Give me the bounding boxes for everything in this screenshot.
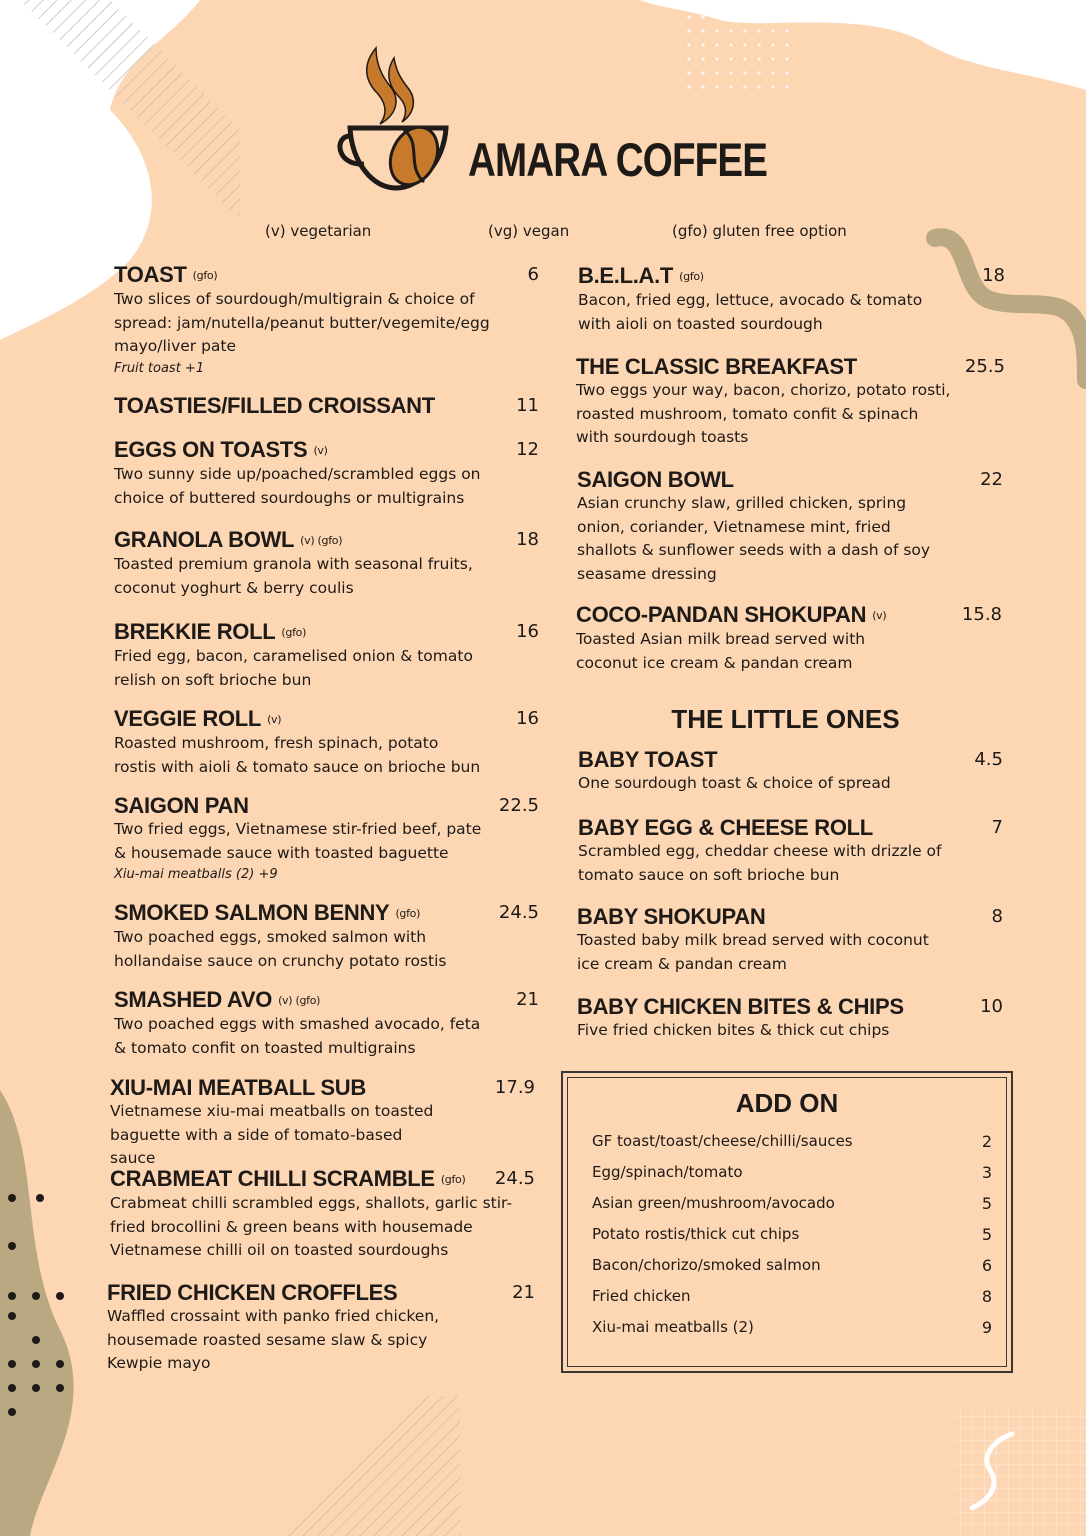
- item-price: 22.5: [498, 795, 539, 816]
- item-name: SMOKED SALMON BENNY: [114, 900, 390, 925]
- item-price: 16: [516, 708, 539, 729]
- item-name: EGGS ON TOASTS: [114, 437, 308, 462]
- item-name: CRABMEAT CHILLI SCRAMBLE: [110, 1166, 435, 1191]
- item-tags: (gfo): [440, 1173, 466, 1186]
- item-price: 18: [516, 529, 539, 550]
- menu-item-baby-egg-cheese-roll: [578, 815, 1003, 887]
- add-on-row: [592, 1318, 992, 1336]
- item-description: Two fried eggs, Vietnamese stir-fried beef, pate & housemade sauce with toasted baguette: [114, 820, 482, 862]
- item-tags: (v) (gfo): [300, 534, 343, 547]
- item-name: BABY SHOKUPAN: [577, 904, 766, 929]
- item-price: 18: [982, 265, 1005, 286]
- section-title-little-ones: THE LITTLE ONES: [671, 704, 900, 734]
- menu-item-baby-chicken-bites: [577, 994, 1003, 1043]
- item-description: Asian crunchy slaw, grilled chicken, spring onion, coriander, Vietnamese mint, fried shallots & sunflower seeds with a dash of soy seasame dressing: [577, 494, 931, 583]
- menu-item-brekkie-roll: [114, 619, 539, 692]
- item-price: 4.5: [974, 749, 1003, 770]
- legend-vegetarian: (v) vegetarian: [265, 222, 372, 240]
- add-on-price: 2: [981, 1132, 992, 1151]
- item-tags: (v): [267, 713, 282, 726]
- menu-item-veggie-roll: [114, 706, 539, 779]
- item-price: 8: [991, 906, 1003, 927]
- item-name: COCO-PANDAN SHOKUPAN: [576, 602, 867, 627]
- add-on-box: [561, 1071, 1013, 1373]
- item-name: GRANOLA BOWL: [114, 527, 295, 552]
- add-on-row: [592, 1163, 992, 1181]
- add-on-price: 6: [981, 1256, 992, 1275]
- item-description: Two poached eggs, smoked salmon with hollandaise sauce on crunchy potato rostis: [114, 928, 447, 970]
- item-note: Fruit toast +1: [114, 360, 205, 376]
- item-description: Toasted premium granola with seasonal fruits, coconut yoghurt & berry coulis: [114, 555, 473, 597]
- item-price: 21: [516, 989, 539, 1010]
- item-price: 21: [512, 1282, 535, 1303]
- add-on-row: [592, 1225, 992, 1243]
- add-on-row: [592, 1287, 992, 1305]
- item-description: One sourdough toast & choice of spread: [578, 774, 891, 792]
- item-description: Fried egg, bacon, caramelised onion & tomato relish on soft brioche bun: [114, 647, 473, 689]
- add-on-price: 8: [981, 1287, 992, 1306]
- item-price: 25.5: [964, 356, 1005, 377]
- menu-item-xiu-mai-meatball-sub: [110, 1075, 535, 1171]
- item-tags: (gfo): [281, 626, 307, 639]
- item-name: SAIGON BOWL: [577, 467, 734, 492]
- item-description: Two eggs your way, bacon, chorizo, potato rosti, roasted mushroom, tomato confit & spinach with sourdough toasts: [576, 381, 951, 446]
- menu-item-coco-pandan-shokupan: [576, 602, 1002, 675]
- add-on-price: 5: [981, 1225, 992, 1244]
- item-description: Vietnamese xiu-mai meatballs on toasted baguette with a side of tomato-based sauce: [110, 1102, 434, 1167]
- item-description: Two poached eggs with smashed avocado, feta & tomato confit on toasted multigrains: [114, 1015, 481, 1057]
- menu-item-baby-toast: [578, 747, 1003, 796]
- item-note: Xiu-mai meatballs (2) +9: [114, 867, 278, 882]
- item-price: 22: [980, 469, 1003, 490]
- item-name: BREKKIE ROLL: [114, 619, 276, 644]
- item-description: Two slices of sourdough/multigrain & choice of spread: jam/nutella/peanut butter/vegemite/egg mayo/liver pate: [114, 290, 490, 355]
- menu-item-fried-chicken-croffles: [107, 1280, 535, 1376]
- menu-item-belat: [578, 263, 1005, 336]
- add-on-label: Egg/spinach/tomato: [592, 1163, 743, 1181]
- item-name: TOASTIES/FILLED CROISSANT: [114, 393, 435, 418]
- item-price: 24.5: [494, 1168, 535, 1189]
- item-name: SAIGON PAN: [114, 793, 249, 818]
- menu-item-baby-shokupan: [577, 904, 1003, 976]
- add-on-row: [592, 1194, 992, 1212]
- brand-name: AMARA COFFEE: [468, 133, 768, 186]
- item-name: BABY TOAST: [578, 747, 718, 772]
- item-name: B.E.L.A.T: [578, 263, 674, 288]
- item-name: BABY EGG & CHEESE ROLL: [578, 815, 873, 840]
- item-price: 7: [991, 817, 1003, 838]
- menu-item-saigon-bowl: [577, 467, 1003, 586]
- menu-item-toasties: [114, 393, 539, 418]
- item-name: SMASHED AVO: [114, 987, 273, 1012]
- add-on-row: [592, 1132, 992, 1150]
- item-price: 24.5: [498, 902, 539, 923]
- menu-item-classic-breakfast: [576, 354, 1005, 450]
- add-on-label: Asian green/mushroom/avocado: [592, 1194, 835, 1212]
- add-on-label: Xiu-mai meatballs (2): [592, 1318, 754, 1336]
- item-tags: (gfo): [679, 270, 704, 283]
- item-tags: (gfo): [192, 269, 218, 282]
- add-on-price: 9: [981, 1318, 992, 1337]
- menu-item-crabmeat-chilli-scramble: [110, 1166, 535, 1263]
- add-on-price: 3: [981, 1163, 992, 1182]
- item-name: XIU-MAI MEATBALL SUB: [110, 1075, 366, 1100]
- add-on-label: Potato rostis/thick cut chips: [592, 1225, 800, 1243]
- legend-gluten-free: (gfo) gluten free option: [672, 222, 847, 240]
- menu-item-smashed-avo: [114, 987, 539, 1060]
- section-title-add-on: ADD ON: [735, 1088, 839, 1118]
- item-name: TOAST: [114, 262, 187, 287]
- item-price: 15.8: [961, 604, 1002, 625]
- item-name: BABY CHICKEN BITES & CHIPS: [577, 994, 904, 1019]
- item-description: Bacon, fried egg, lettuce, avocado & tomato with aioli on toasted sourdough: [578, 291, 923, 333]
- legend-vegan: (vg) vegan: [488, 222, 570, 240]
- item-description: Crabmeat chilli scrambled eggs, shallots, garlic stir-fried brocollini & green beans with housemade Vietnamese chilli oil on toasted sourdoughs: [110, 1194, 513, 1259]
- item-price: 11: [516, 395, 539, 416]
- item-description: Roasted mushroom, fresh spinach, potato rostis with aioli & tomato sauce on brioche bun: [114, 734, 481, 776]
- coffee-cup-bean-icon: [336, 44, 466, 196]
- menu-item-saigon-pan: [114, 793, 539, 885]
- item-price: 10: [980, 996, 1003, 1017]
- item-price: 17.9: [494, 1077, 535, 1098]
- item-name: THE CLASSIC BREAKFAST: [576, 354, 857, 379]
- item-price: 16: [516, 621, 539, 642]
- item-description: Toasted Asian milk bread served with coconut ice cream & pandan cream: [576, 630, 866, 672]
- item-description: Toasted baby milk bread served with coconut ice cream & pandan cream: [577, 931, 929, 973]
- item-tags: (v): [872, 609, 887, 622]
- item-name: VEGGIE ROLL: [114, 706, 262, 731]
- item-name: FRIED CHICKEN CROFFLES: [107, 1280, 398, 1305]
- item-price: 6: [527, 264, 539, 285]
- add-on-price: 5: [981, 1194, 992, 1213]
- menu-item-toast: [114, 262, 539, 379]
- menu-item-smoked-salmon-benny: [114, 900, 539, 973]
- item-description: Waffled crossaint with panko fried chicken, housemade roasted sesame slaw & spicy Kewpie mayo: [107, 1307, 440, 1372]
- item-description: Two sunny side up/poached/scrambled eggs on choice of buttered sourdoughs or multigrains: [114, 465, 481, 507]
- item-description: Five fried chicken bites & thick cut chips: [577, 1021, 890, 1039]
- item-tags: (v): [313, 444, 328, 457]
- add-on-row: [592, 1256, 992, 1274]
- menu-item-eggs-on-toasts: [114, 437, 539, 510]
- add-on-label: Bacon/chorizo/smoked salmon: [592, 1256, 821, 1274]
- add-on-label: Fried chicken: [592, 1287, 691, 1305]
- item-tags: (v) (gfo): [278, 994, 321, 1007]
- menu-item-granola-bowl: [114, 527, 539, 600]
- item-price: 12: [516, 439, 539, 460]
- item-description: Scrambled egg, cheddar cheese with drizzle of tomato sauce on soft brioche bun: [578, 842, 942, 884]
- item-tags: (gfo): [395, 907, 421, 920]
- add-on-label: GF toast/toast/cheese/chilli/sauces: [592, 1132, 853, 1150]
